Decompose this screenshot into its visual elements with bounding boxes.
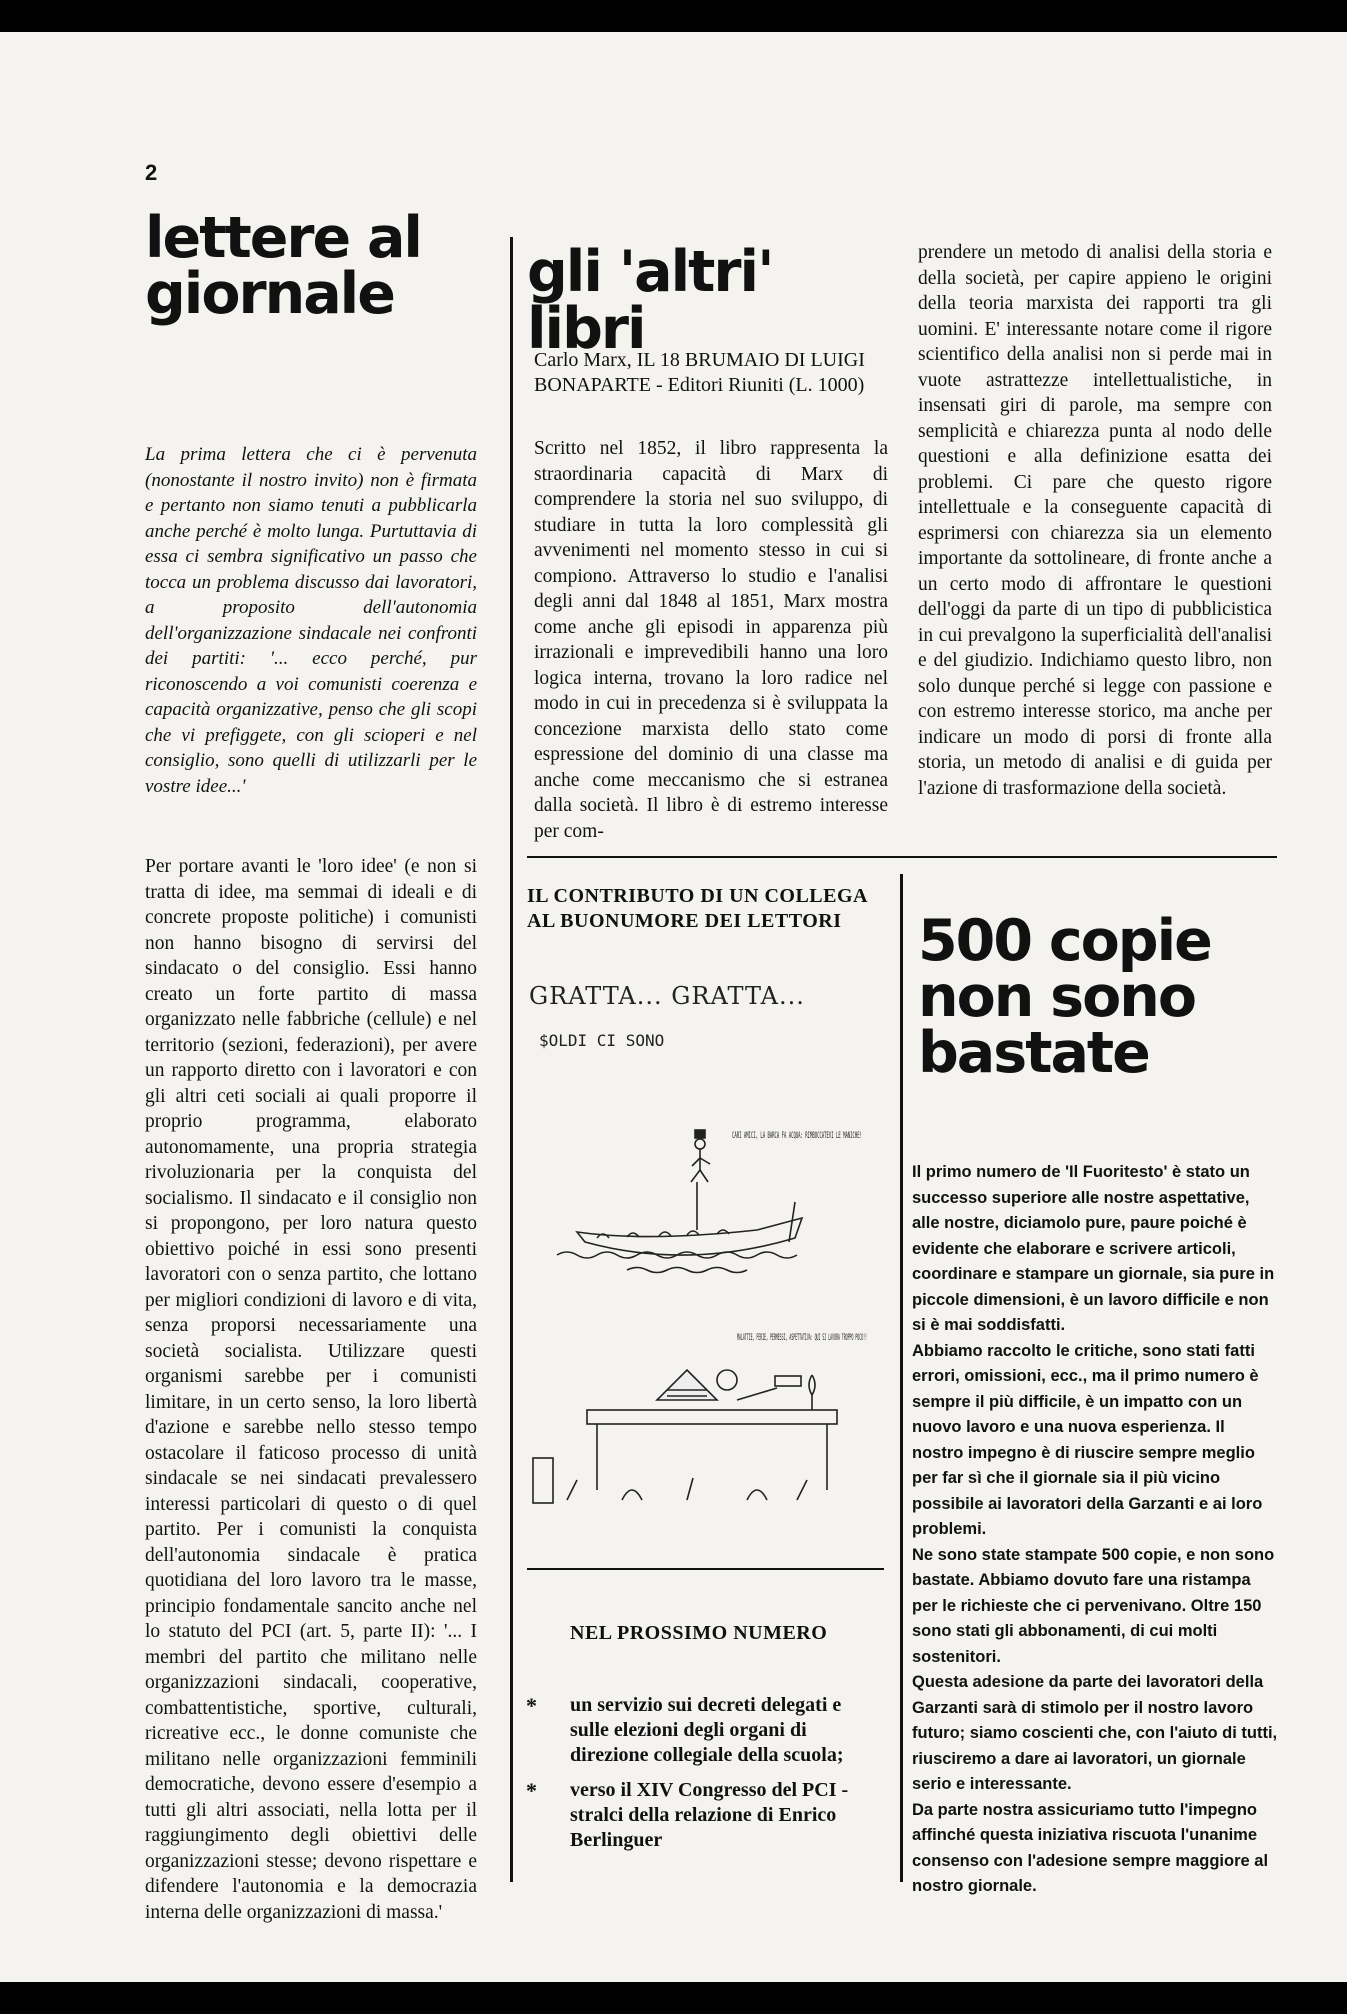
bullet-star: * bbox=[526, 1778, 537, 1803]
list-item bbox=[526, 1778, 876, 1853]
letters-heading: lettere al giornale bbox=[145, 205, 421, 327]
letters-intro: La prima lettera che ci è pervenuta (nonostante il nostro invito) non è firmata e pertanto non siamo tenuti a pubblicarla anche perché è molto lunga. Purtuttavia di essa ci sembra significativo un passo che tocca un problema discusso dai lavoratori, a proposito dell'autonomia dell'organizzazione sindacale nei confronti dei partiti: '... ecco perché, pur riconoscendo a voi comunisti coerenza e capacità organizzative, penso che gli scopi che vi prefiggete, con gli scioperi e nel consiglio, sono quelli di utilizzarli per le vostre idee...' bbox=[145, 444, 477, 797]
bubble-top: CARI AMICI, LA BARCA FA ACQUA: RIMBOCCATEVI LE MANICHE! bbox=[732, 1131, 862, 1141]
sinking-boat-icon bbox=[557, 1202, 802, 1273]
copies-paragraph: Abbiamo raccolto le critiche, sono stati fatti errori, omissioni, ecc., ma il primo numero è sempre il più difficile, è un impatto con un nuovo lavoro e una nuova esperienza. Il nostro impegno è di riuscire sempre meglio per far sì che il giornale sia il più vicino possibile ai lavoratori della Garzanti e ai loro problemi. bbox=[912, 1341, 1263, 1538]
section-divider-top bbox=[527, 856, 1277, 858]
column-divider-left bbox=[510, 237, 513, 1882]
newspaper-page bbox=[0, 32, 1347, 1982]
copies-paragraph: Da parte nostra assicuriamo tutto l'impegno affinché questa iniziativa riscuota l'unanime consenso con l'adesione sempre maggiore al nostro giornale. bbox=[912, 1800, 1269, 1895]
books-heading: gli 'altri' libri bbox=[527, 239, 773, 362]
next-issue-item: un servizio sui decreti delegati e sulle elezioni degli organi di direzione collegiale della scuola; bbox=[570, 1694, 844, 1766]
page-number: 2 bbox=[145, 160, 158, 185]
next-issue-list bbox=[526, 1693, 876, 1863]
bullet-star: * bbox=[526, 1693, 537, 1718]
bubble-bottom-text bbox=[737, 1333, 867, 1343]
cartoon-heading: GRATTA... GRATTA... bbox=[529, 982, 805, 1010]
list-item bbox=[526, 1693, 876, 1768]
next-issue-heading: NEL PROSSIMO NUMERO bbox=[570, 1622, 828, 1644]
letters-body: Per portare avanti le 'loro idee' (e non si tratta di idee, ma semmai di ideali e di concrete proposte politiche) i comunisti non hanno bisogno di servirsi del sindacato o del consiglio. Essi hanno creato un forte partito di massa organizzato nelle fabbriche (cellule) e nel territorio (sezioni, federazioni), per avere un rapporto diretto con i lavoratori e con gli altri ceti sociali ai quali proporre il proprio programma, elaborato autonomamente, una propria strategia rivoluzionaria per la conquista del socialismo. Il sindacato e il consiglio non si propongono, per loro natura questo obiettivo poiché in essi sono presenti lavoratori con o senza partito, che lottano per migliori condizioni di lavoro e di vita, senza proporsi necessariamente una società socialista. Utilizzare questi organismi sarebbe per i comunisti limitare, in un certo senso, la loro libertà d'azione e sarebbe nello stesso tempo ostacolare il faticoso processo di unità sindacale se nei sindacati prevalessero interessi particolari di questo o di quel partito. Per i comunisti la conquista dell'autonomia sindacale è pratica quotidiana del loro lavoro tra le masse, principio fondamentale sancito anche nel lo statuto del PCI (art. 5, parte II): '... I membri del partito che militano nelle organizzazioni sindacali, cooperative, combattentistiche, sportive, culturali, ricreative ecc., le donne comuniste che militano nelle organizzazioni femminili democratiche, devono essere d'esempio a tutti gli altri associati, nella lotta per il raggiungimento degli obiettivi delle organizzazioni stesse; devono rispettare e difendere l'autonomia e la democrazia interna delle organizzazioni di massa.' bbox=[145, 856, 477, 1923]
book-review: Scritto nel 1852, il libro rappresenta la straordinaria capacità di Marx di comprendere la storia nel suo sviluppo, di studiare in tutta la loro complessità gli avvenimenti nel momento stesso in cui si compiono. Attraverso lo studio e l'analisi degli anni dal 1848 al 1851, Marx mostra come anche gli episodi in apparenza più irrazionali e imprevedibili hanno una loro logica interna, trovano la loro radice nel modo in cui in precedenza si è sviluppata la concezione marxista dello stato come espressione del dominio di una classe ma anche come meccanismo che si estranea dalla società. Il libro è di estremo interesse per com- bbox=[534, 438, 888, 842]
contribution-title: IL CONTRIBUTO DI UN COLLEGA AL BUONUMORE DEI LETTORI bbox=[527, 885, 867, 932]
copies-heading: 500 copie non sono bastate bbox=[918, 908, 1211, 1086]
cartoon-illustration bbox=[527, 980, 872, 1555]
man-on-pole-icon bbox=[691, 1130, 710, 1230]
copies-paragraph: Il primo numero de 'Il Fuoritesto' è stato un successo superiore alle nostre aspettative, alle nostre, diciamolo pure, paure poiché è evidente che elaborare e scrivere articoli, coordinare e stampare un giornale, sia pure in piccole dimensioni, è un lavoro difficile e non si è mai soddisfatti. bbox=[912, 1163, 1275, 1334]
section-divider-cartoon bbox=[527, 1568, 884, 1570]
book-review-continued: prendere un metodo di analisi della storia e della società, per capire appieno le origini della teoria marxista dei rapporti tra gli uomini. E' interessante notare come il rigore scientifico della analisi non si perde mai in vuote astrattezze intellettualistiche, in insensati giri di parole, ma sempre con semplicità e chiarezza punta al nodo delle questioni e alla definizione esatta dei problemi. Ci pare che questo rigore intellettuale e la conseguente capacità di esprimersi con chiarezza sia un elemento importante da sottolineare, di fronte anche a un certo modo di affrontare le questioni dell'oggi da parte di un tipo di pubblicistica in cui prevalgono la superficialità dell'analisi e del giudizio. Indichiamo questo libro, non solo dunque perché si legge con passione e con estremo interesse storico, ma anche per indicare un modo di porsi di fronte alla storia, un metodo di analisi e di guida per l'azione di trasformazione della società. bbox=[918, 242, 1272, 799]
reading-man-icon bbox=[657, 1370, 815, 1410]
copies-article bbox=[912, 1160, 1280, 1900]
next-issue-item: verso il XIV Congresso del PCI - stralci della relazione di Enrico Berlinguer bbox=[570, 1779, 849, 1851]
bubble-top-text bbox=[732, 1131, 862, 1141]
copies-paragraph: Questa adesione da parte dei lavoratori della Garzanti sarà di stimolo per il nostro lavoro futuro; siamo coscienti che, con l'aiuto di tutti, riusciremo a dare ai lavoratori, un giornale serio e interessante. bbox=[912, 1673, 1278, 1793]
desk-icon bbox=[533, 1410, 837, 1503]
copies-paragraph: Ne sono state stampate 500 copie, e non sono bastate. Abbiamo dovuto fare una ristampa per le richieste che ci pervenivano. Oltre 150 sono stati gli abbonamenti, di cui molti sostenitori. bbox=[912, 1545, 1275, 1666]
bubble-bottom: MALATTIE, FERIE, PERMESSI, ASPETTATIVA: QUI SI LAVORA TROPPO POCO!! bbox=[737, 1333, 867, 1343]
column-divider-right bbox=[900, 874, 903, 1882]
book-reference: Carlo Marx, IL 18 BRUMAIO DI LUIGI BONAPARTE - Editori Riuniti (L. 1000) bbox=[534, 349, 865, 396]
cartoon-subheading: $OLDI CI SONO bbox=[539, 1031, 665, 1050]
